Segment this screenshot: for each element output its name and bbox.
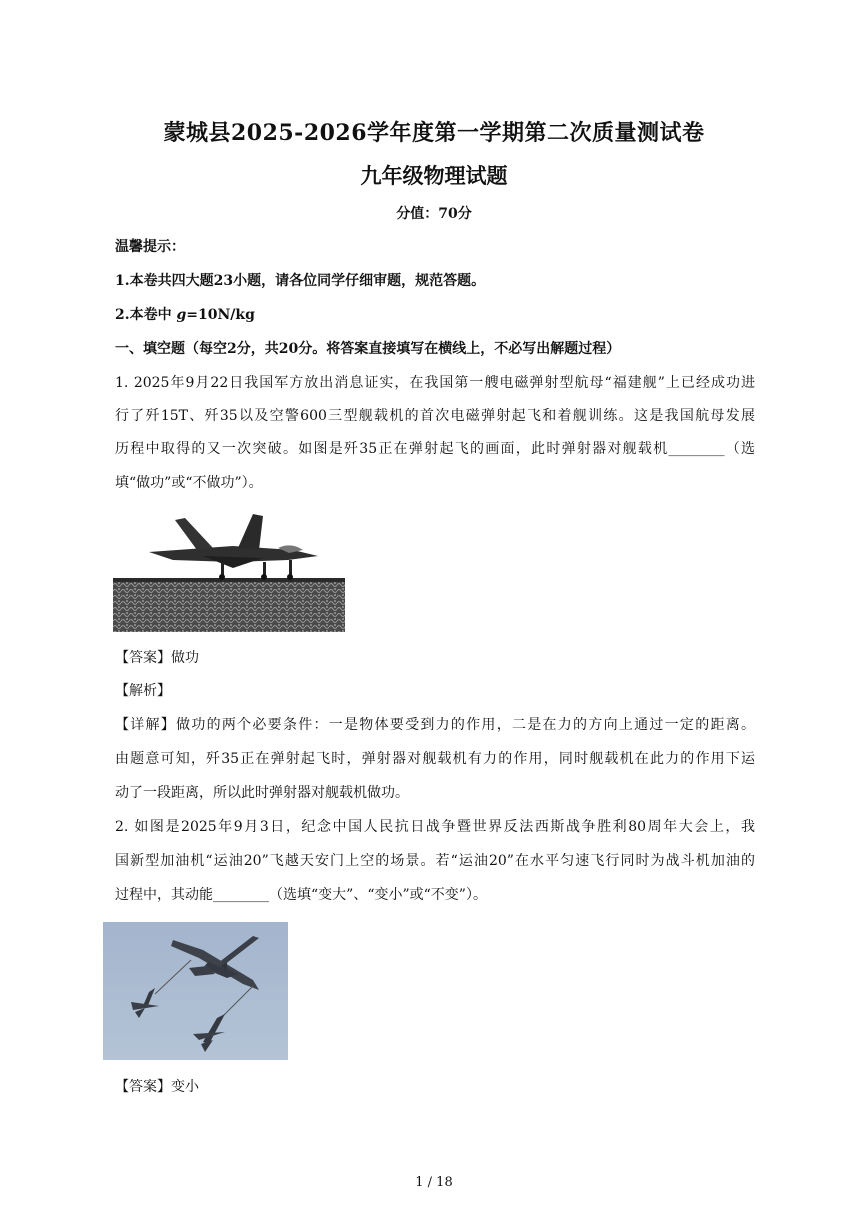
score-label: 分值：70分 — [396, 206, 472, 222]
question-1-line: 历程中取得的又一次突破。如图是歼35正在弹射起飞的画面，此时弹射器对舰载机________（选 — [115, 441, 755, 457]
jet-catapult-photo — [113, 510, 345, 632]
question-2-line: 过程中，其动能________（选填“变大”、“变小”或“不变”）。 — [115, 887, 487, 903]
question-1-line: 填“做功”或“不做功”）。 — [115, 475, 263, 491]
question-1-line: 1. 2025年9月22日我国军方放出消息证实，在我国第一艘电磁弹射型航母“福建舰”上已经成功进 — [115, 375, 755, 391]
tanker-refueling-photo — [103, 922, 288, 1060]
section-1-heading: 一、填空题（每空2分，共20分。将答案直接填写在横线上，不必写出解题过程） — [115, 341, 621, 357]
question-2-line: 2. 如图是2025年9月3日，纪念中国人民抗日战争暨世界反法西斯战争胜利80周年大会上，我 — [115, 819, 755, 835]
detail-1-line: 【详解】做功的两个必要条件：一是物体要受到力的作用，二是在力的方向上通过一定的距离。 — [115, 717, 755, 733]
tips-line-1: 1.本卷共四大题23小题，请各位同学仔细审题，规范答题。 — [115, 273, 486, 289]
page-number: 1 / 18 — [415, 1175, 453, 1190]
answer-1: 【答案】做功 — [115, 650, 199, 666]
gravity-symbol: g — [176, 307, 187, 323]
exam-subtitle: 九年级物理试题 — [360, 163, 508, 188]
question-2-line: 国新型加油机“运油20”飞越天安门上空的场景。若“运油20”在水平匀速飞行同时为战斗机加油的 — [115, 853, 755, 869]
tips-heading: 温馨提示： — [115, 239, 185, 255]
tips-line-2-suffix: =10N/kg — [186, 307, 255, 323]
tips-line-2-prefix: 2.本卷中 — [115, 307, 177, 323]
detail-1-line: 由题意可知，歼35正在弹射起飞时，弹射器对舰载机有力的作用，同时舰载机在此力的作用下运 — [115, 751, 755, 767]
analysis-1: 【解析】 — [115, 683, 171, 699]
answer-2: 【答案】变小 — [115, 1079, 199, 1095]
exam-title: 蒙城县2025-2026学年度第一学期第二次质量测试卷 — [163, 120, 705, 146]
question-1-line: 行了歼15T、歼35以及空警600三型舰载机的首次电磁弹射起飞和着舰训练。这是我国航母发展 — [115, 408, 755, 424]
detail-1-line: 动了一段距离，所以此时弹射器对舰载机做功。 — [115, 785, 409, 801]
tips-line-2 — [115, 305, 755, 325]
